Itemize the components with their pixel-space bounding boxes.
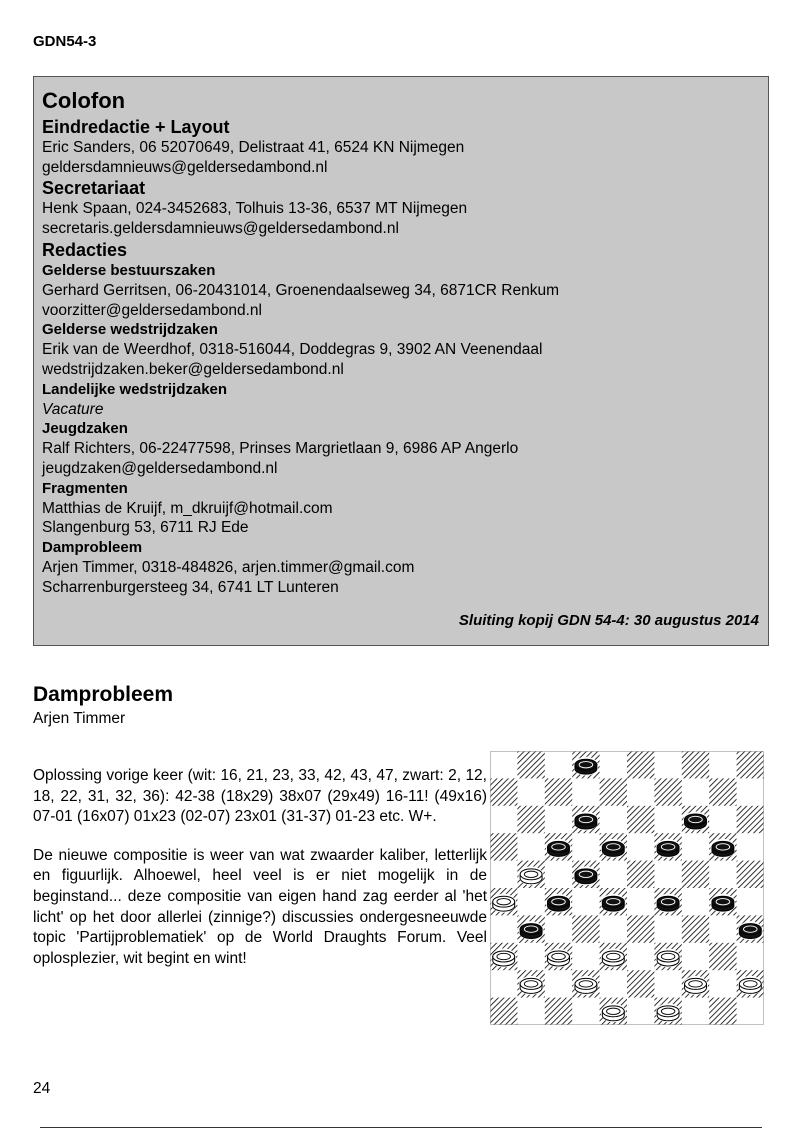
solution-paragraph: Oplossing vorige keer (wit: 16, 21, 23, 33, 42, 43, 47, zwart: 2, 12, 18, 22, 31, 32, 36): 42-38 (18x29) 38x07 (29x49) 16-11! (49x16) 07-01 (16x07) 01x23 (02-07) 23x01 (31-37) 01-23 etc. W+. bbox=[33, 767, 487, 826]
light-square bbox=[709, 751, 737, 779]
white-piece bbox=[491, 949, 516, 968]
white-piece bbox=[656, 949, 681, 968]
contact-line: Matthias de Kruijf, m_dkruijf@hotmail.com bbox=[42, 499, 333, 517]
subheading-damprobleem: Damprobleem bbox=[42, 539, 143, 557]
dark-square bbox=[682, 751, 710, 779]
white-piece bbox=[546, 949, 571, 968]
article-title: Damprobleem bbox=[33, 683, 174, 706]
contact-line: Arjen Timmer, 0318-484826, arjen.timmer@gmail.com bbox=[42, 559, 415, 577]
address-line: Scharrenburgersteeg 34, 6741 LT Lunteren bbox=[42, 578, 339, 596]
subheading-gelderse-wedstrijdzaken: Gelderse wedstrijdzaken bbox=[42, 321, 218, 339]
white-piece bbox=[683, 976, 708, 995]
dark-square bbox=[627, 970, 655, 998]
light-square bbox=[654, 861, 682, 889]
dark-square bbox=[627, 806, 655, 834]
light-square bbox=[600, 751, 628, 779]
light-square bbox=[682, 998, 710, 1025]
contact-line: Gerhard Gerritsen, 06-20431014, Groenendaalseweg 34, 6871CR Renkum bbox=[42, 281, 559, 299]
light-square bbox=[737, 833, 764, 861]
footer-divider bbox=[40, 1127, 762, 1128]
white-piece bbox=[656, 1003, 681, 1022]
dark-square bbox=[517, 751, 545, 779]
light-square bbox=[517, 888, 545, 916]
light-square bbox=[737, 998, 764, 1025]
dark-square bbox=[709, 943, 737, 971]
dark-square bbox=[682, 861, 710, 889]
black-piece bbox=[710, 894, 735, 913]
light-square bbox=[709, 861, 737, 889]
light-square bbox=[545, 806, 573, 834]
light-square bbox=[490, 861, 518, 889]
email-line: jeugdzaken@geldersedambond.nl bbox=[42, 460, 278, 478]
white-piece bbox=[601, 949, 626, 968]
light-square bbox=[600, 915, 628, 943]
dark-square bbox=[517, 806, 545, 834]
dark-square bbox=[737, 751, 764, 779]
light-square bbox=[682, 943, 710, 971]
light-square bbox=[654, 806, 682, 834]
dark-square bbox=[627, 861, 655, 889]
light-square bbox=[517, 998, 545, 1025]
black-piece bbox=[710, 839, 735, 858]
light-square bbox=[654, 751, 682, 779]
dark-square bbox=[545, 998, 573, 1025]
light-square bbox=[627, 833, 655, 861]
contact-line: Erik van de Weerdhof, 0318-516044, Doddegras 9, 3902 AN Veenendaal bbox=[42, 341, 543, 359]
black-piece bbox=[738, 921, 763, 940]
light-square bbox=[682, 778, 710, 806]
light-square bbox=[600, 861, 628, 889]
intro-paragraph: De nieuwe compositie is weer van wat zwaarder kaliber, letterlijk en figuurlijk. Alhoewel, heel veel is er niet mogelijk in de beginstand... deze compositie van eigen hand zag eerder al 'het licht' op het door allerlei (zinnige?) discussies ondergesneeuwde topic 'Partijproblematiek' op de World Draughts Forum. Veel oplosplezier, wit begint en wint! bbox=[33, 846, 487, 967]
dark-square bbox=[572, 915, 600, 943]
light-square bbox=[709, 970, 737, 998]
dark-square bbox=[709, 998, 737, 1025]
vacancy-line: Vacature bbox=[42, 400, 104, 418]
light-square bbox=[517, 943, 545, 971]
colofon-title: Colofon bbox=[42, 88, 126, 113]
deadline-note: Sluiting kopij GDN 54-4: 30 augustus 2014 bbox=[458, 612, 759, 629]
light-square bbox=[572, 778, 600, 806]
section-heading-secretariaat: Secretariaat bbox=[42, 178, 146, 199]
light-square bbox=[490, 970, 518, 998]
white-piece bbox=[519, 976, 544, 995]
light-square bbox=[737, 888, 764, 916]
email-line: wedstrijdzaken.beker@geldersedambond.nl bbox=[42, 360, 344, 378]
section-heading-eindredactie: Eindredactie + Layout bbox=[42, 117, 230, 137]
address-line: Slangenburg 53, 6711 RJ Ede bbox=[42, 519, 249, 537]
article-body bbox=[33, 766, 487, 987]
light-square bbox=[545, 915, 573, 943]
light-square bbox=[627, 888, 655, 916]
light-square bbox=[627, 778, 655, 806]
dark-square bbox=[627, 751, 655, 779]
light-square bbox=[545, 861, 573, 889]
light-square bbox=[627, 943, 655, 971]
dark-square bbox=[737, 861, 764, 889]
white-piece bbox=[573, 976, 598, 995]
light-square bbox=[737, 778, 764, 806]
white-piece bbox=[738, 976, 763, 995]
dark-square bbox=[682, 915, 710, 943]
light-square bbox=[682, 833, 710, 861]
light-square bbox=[545, 970, 573, 998]
black-piece bbox=[601, 839, 626, 858]
black-piece bbox=[519, 921, 544, 940]
black-piece bbox=[546, 894, 571, 913]
dark-square bbox=[490, 778, 518, 806]
black-piece bbox=[601, 894, 626, 913]
dark-square bbox=[654, 778, 682, 806]
dark-square bbox=[627, 915, 655, 943]
light-square bbox=[682, 888, 710, 916]
dark-square bbox=[545, 778, 573, 806]
email-line: voorzitter@geldersedambond.nl bbox=[42, 301, 262, 319]
contact-line: Ralf Richters, 06-22477598, Prinses Margrietlaan 9, 6986 AP Angerlo bbox=[42, 440, 519, 458]
light-square bbox=[600, 970, 628, 998]
light-square bbox=[517, 778, 545, 806]
light-square bbox=[737, 943, 764, 971]
dark-square bbox=[709, 778, 737, 806]
light-square bbox=[600, 806, 628, 834]
dark-square bbox=[490, 833, 518, 861]
white-piece bbox=[519, 866, 544, 885]
black-piece bbox=[683, 812, 708, 831]
black-piece bbox=[573, 812, 598, 831]
white-piece bbox=[491, 894, 516, 913]
contact-line: Henk Spaan, 024-3452683, Tolhuis 13-36, 6537 MT Nijmegen bbox=[42, 200, 468, 218]
section-heading-redacties: Redacties bbox=[42, 239, 128, 260]
subheading-bestuurszaken: Gelderse bestuurszaken bbox=[42, 261, 216, 279]
page-number: 24 bbox=[33, 1080, 51, 1097]
black-piece bbox=[573, 757, 598, 776]
light-square bbox=[572, 998, 600, 1025]
black-piece bbox=[546, 839, 571, 858]
draughts-board bbox=[490, 751, 764, 1025]
light-square bbox=[572, 888, 600, 916]
light-square bbox=[545, 751, 573, 779]
article-author: Arjen Timmer bbox=[33, 710, 126, 727]
light-square bbox=[517, 833, 545, 861]
light-square bbox=[572, 833, 600, 861]
light-square bbox=[572, 943, 600, 971]
light-square bbox=[490, 751, 518, 779]
subheading-fragmenten: Fragmenten bbox=[42, 479, 128, 497]
black-piece bbox=[656, 894, 681, 913]
dark-square bbox=[490, 998, 518, 1025]
colofon-box bbox=[33, 76, 769, 646]
light-square bbox=[709, 915, 737, 943]
dark-square bbox=[600, 778, 628, 806]
white-piece bbox=[601, 1003, 626, 1022]
email-line: secretaris.geldersdamnieuws@geldersedambond.nl bbox=[42, 220, 399, 238]
email-line: geldersdamnieuws@geldersedambond.nl bbox=[42, 158, 328, 176]
light-square bbox=[490, 806, 518, 834]
light-square bbox=[709, 806, 737, 834]
light-square bbox=[654, 970, 682, 998]
contact-line: Eric Sanders, 06 52070649, Delistraat 41, 6524 KN Nijmegen bbox=[42, 139, 465, 156]
black-piece bbox=[656, 839, 681, 858]
light-square bbox=[654, 915, 682, 943]
light-square bbox=[627, 998, 655, 1025]
subheading-landelijke-wedstrijdzaken: Landelijke wedstrijdzaken bbox=[42, 380, 228, 398]
black-piece bbox=[573, 866, 598, 885]
dark-square bbox=[737, 806, 764, 834]
document-code: GDN54-3 bbox=[33, 33, 97, 50]
subheading-jeugdzaken: Jeugdzaken bbox=[42, 420, 128, 438]
light-square bbox=[490, 915, 518, 943]
